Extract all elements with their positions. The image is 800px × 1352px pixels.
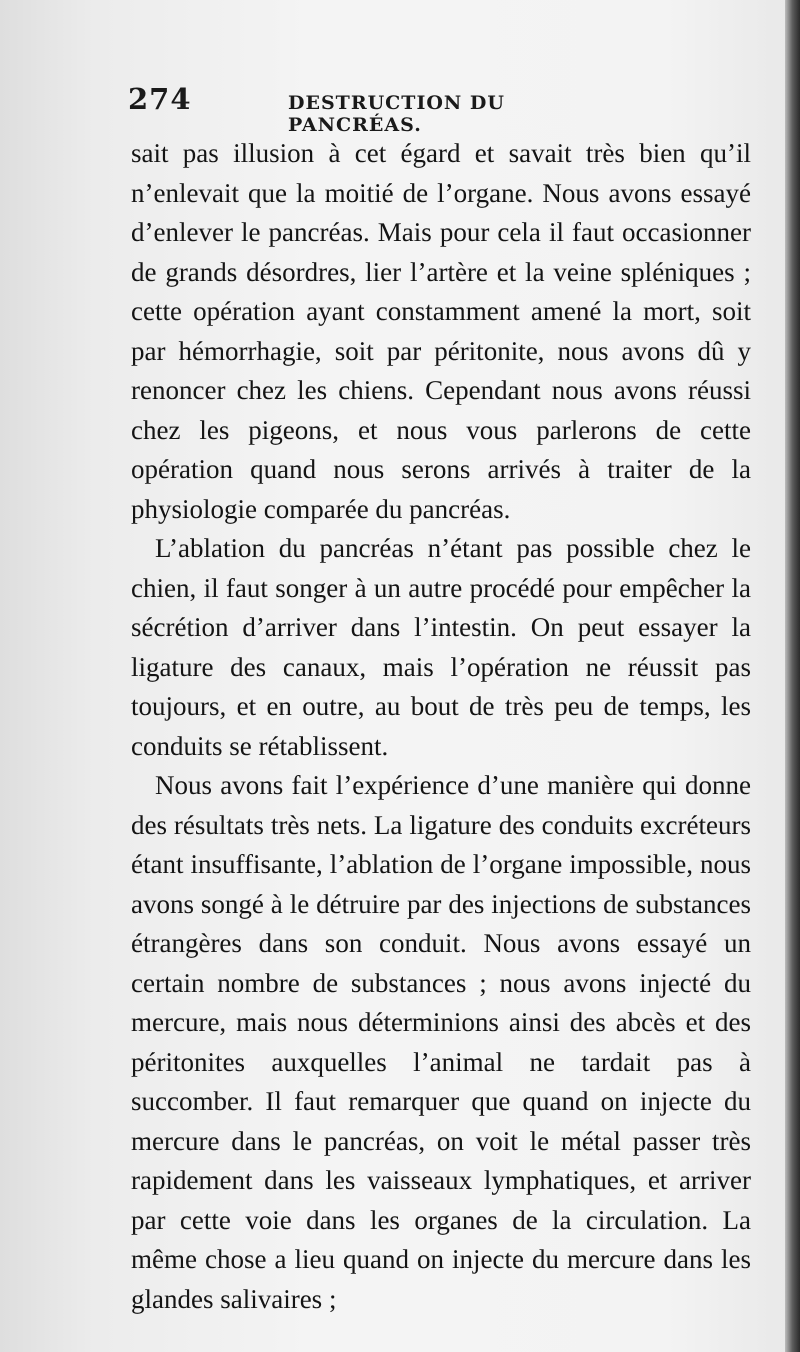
page-header <box>128 82 608 136</box>
running-head: DESTRUCTION DU PANCRÉAS. <box>288 92 505 136</box>
body-text <box>131 134 751 1319</box>
paragraph: sait pas illusion à cet égard et savait très bien qu’il n’enlevait que la moitié de l’organe. Nous avons essayé d’enlever le pancréas. Mais pour cela il faut occasionner de grands désordres, lier l’artère et la veine spléniques ; cette opération ayant constamment amené la mort, soit par hémorrhagie, soit par péritonite, nous avons dû y renoncer chez les chiens. Cependant nous avons réussi chez les pigeons, et nous vous parlerons de cette opération quand nous serons arrivés à traiter de la physiologie comparée du pancréas. <box>131 138 751 524</box>
page-number: 274 <box>128 82 192 116</box>
page-edge <box>785 0 800 1352</box>
paragraph: Nous avons fait l’expérience d’une manière qui donne des résultats très nets. La ligature des conduits excréteurs étant insuffisante, l’ablation de l’organe impossible, nous avons songé à le détruire par des injections de substances étrangères dans son conduit. Nous avons essayé un certain nombre de substances ; nous avons injecté du mercure, mais nous déterminions ainsi des abcès et des péritonites auxquelles l’animal ne tardait pas à succomber. Il faut remarquer que quand on injecte du mercure dans le pancréas, on voit le métal passer très rapidement dans les vaisseaux lymphatiques, et arriver par cette voie dans les organes de la circulation. La même chose a lieu quand on injecte du mercure dans les glandes salivaires ; <box>131 770 751 1314</box>
paragraph: L’ablation du pancréas n’étant pas possible chez le chien, il faut songer à un autre procédé pour empêcher la sécrétion d’arriver dans l’intestin. On peut essayer la ligature des canaux, mais l’opération ne réussit pas toujours, et en outre, au bout de très peu de temps, les conduits se rétablissent. <box>131 533 751 761</box>
